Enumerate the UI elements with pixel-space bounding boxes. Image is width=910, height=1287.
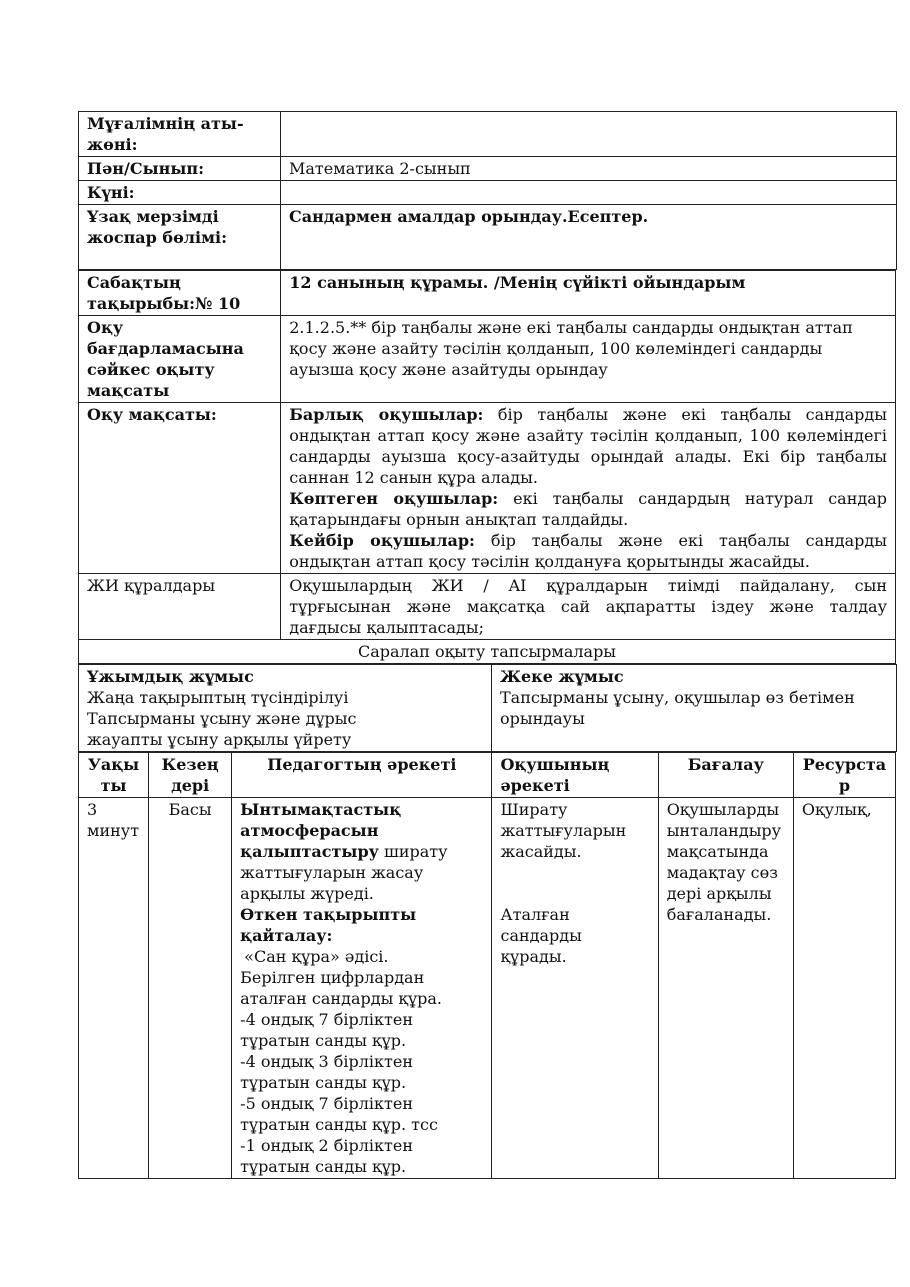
goal-all-label: Барлық оқушылар: <box>289 405 484 424</box>
teacher-task: Берілген цифрлардан аталған сандарды құра. <box>240 968 442 1008</box>
goal-all-text: бір таңбалы және екі таңбалы сандарды ондықтан аттап қосу және азайту тәсілін қолданып, 100 көлеміндегі сандарды ауызша қосу-азайтуды орындай алады. Екі бір таңбалы саннан 12 санын құра алады. <box>289 405 888 487</box>
group-work-line2: Тапсырманы ұсыну және дұрыс жауапты ұсыну арқылы үйрету <box>87 709 357 749</box>
teacher-item-3: -5 ондық 7 бірліктен тұратын санды құр. тсс <box>240 1094 438 1134</box>
teacher-action-cell <box>232 798 492 1179</box>
header-time: Уақыты <box>79 753 149 798</box>
teacher-row <box>79 112 897 157</box>
goals-row <box>79 403 896 574</box>
stage-cell: Басы <box>149 798 232 1179</box>
longterm-value: Сандармен амалдар орындау.Есептер. <box>281 205 897 270</box>
program-value: 2.1.2.5.** бір таңбалы және екі таңбалы сандарды ондықтан аттап қосу және азайту тәсілін қолданып, 100 көлеміндегі сандарды ауызша қосу және азайтуды орындау <box>281 316 896 403</box>
longterm-row <box>79 205 897 270</box>
differentiation-row <box>79 665 897 752</box>
group-work-cell <box>79 665 492 752</box>
goal-some-label: Кейбір оқушылар: <box>289 531 475 550</box>
longterm-label: Ұзақ мерзімді жоспар бөлімі: <box>79 205 281 270</box>
goal-some-text: бір таңбалы және екі таңбалы сандарды ондықтан аттап қосу тәсілін қолдануға қорытынды жасайды. <box>289 531 888 571</box>
ai-label: ЖИ құралдары <box>79 574 281 640</box>
topic-label: Сабақтың тақырыбы:№ 10 <box>79 271 281 316</box>
subject-label: Пән/Сынып: <box>79 157 281 181</box>
header-teacher-action: Педагогтың әрекеті <box>232 753 492 798</box>
topic-row <box>79 271 896 316</box>
subject-value: Математика 2-сынып <box>281 157 897 181</box>
student-action-cell <box>492 798 658 1179</box>
program-label: Оқу бағдарламасына сәйкес оқыту мақсаты <box>79 316 281 403</box>
teacher-item-4: -1 ондық 2 бірліктен тұратын санды құр. <box>240 1136 414 1176</box>
lesson-table <box>78 270 896 664</box>
header-assessment: Бағалау <box>658 753 793 798</box>
date-row <box>79 181 897 205</box>
ai-value: Оқушылардың ЖИ / AI құралдарын тиімді пайдалану, сын тұрғысынан және мақсатқа сай ақпаратты іздеу және талдау дағдысы қалыптасады; <box>281 574 896 640</box>
header-student-action: Оқушының әрекеті <box>492 753 658 798</box>
group-work-line1: Жаңа тақырыптың түсіндірілуі <box>87 688 349 707</box>
date-value <box>281 181 897 205</box>
header-stage: Кезеңдері <box>149 753 232 798</box>
time-cell: 3 минут <box>79 798 149 1179</box>
teacher-item-2: -4 ондық 3 бірліктен тұратын санды құр. <box>240 1052 414 1092</box>
subject-row <box>79 157 897 181</box>
teacher-item-1: -4 ондық 7 бірліктен тұратын санды құр. <box>240 1010 414 1050</box>
goal-many-label: Көптеген оқушылар: <box>289 489 499 508</box>
individual-work-title: Жеке жұмыс <box>500 667 624 686</box>
individual-work-text: Тапсырманы ұсыну, оқушылар өз бетімен орындауы <box>500 688 855 728</box>
lesson-plan-document <box>78 111 896 1179</box>
student-action-2: Аталған сандарды құрады. <box>500 905 582 966</box>
differentiation-title: Саралап оқыту тапсырмалары <box>79 640 896 664</box>
date-label: Күні: <box>79 181 281 205</box>
assessment-cell: Оқушыларды ынталандыру мақсатында мадақтау сөздері арқылы бағаланады. <box>658 798 793 1179</box>
header-table <box>78 111 897 270</box>
teacher-text1: ширату жаттығуларын жасау арқылы жүреді. <box>240 842 448 903</box>
teacher-bold2: Өткен тақырыпты қайталау: <box>240 905 417 945</box>
program-row <box>79 316 896 403</box>
differentiation-title-row <box>79 640 896 664</box>
teacher-value <box>281 112 897 157</box>
student-action-1: Ширату жаттығуларын жасайды. <box>500 800 627 861</box>
plan-row <box>79 798 896 1179</box>
teacher-bold1: Ынтымақтастық атмосферасын қалыптастыру <box>240 800 402 861</box>
group-work-title: Ұжымдық жұмыс <box>87 667 254 686</box>
plan-header-row <box>79 753 896 798</box>
differentiation-table <box>78 664 897 752</box>
goals-value <box>281 403 896 574</box>
resources-cell: Оқулық, <box>793 798 895 1179</box>
goals-label: Оқу мақсаты: <box>79 403 281 574</box>
topic-value: 12 санының құрамы. /Менің сүйікті ойындарым <box>281 271 896 316</box>
ai-row <box>79 574 896 640</box>
header-resources: Ресурстар <box>793 753 895 798</box>
teacher-method: «Сан құра» әдісі. <box>244 947 389 966</box>
individual-work-cell <box>492 665 897 752</box>
teacher-label: Мұғалімнің аты-жөні: <box>79 112 281 157</box>
goal-many-text: екі таңбалы сандардың натурал сандар қатарындағы орнын анықтап талдайды. <box>289 489 888 529</box>
plan-table <box>78 752 896 1179</box>
